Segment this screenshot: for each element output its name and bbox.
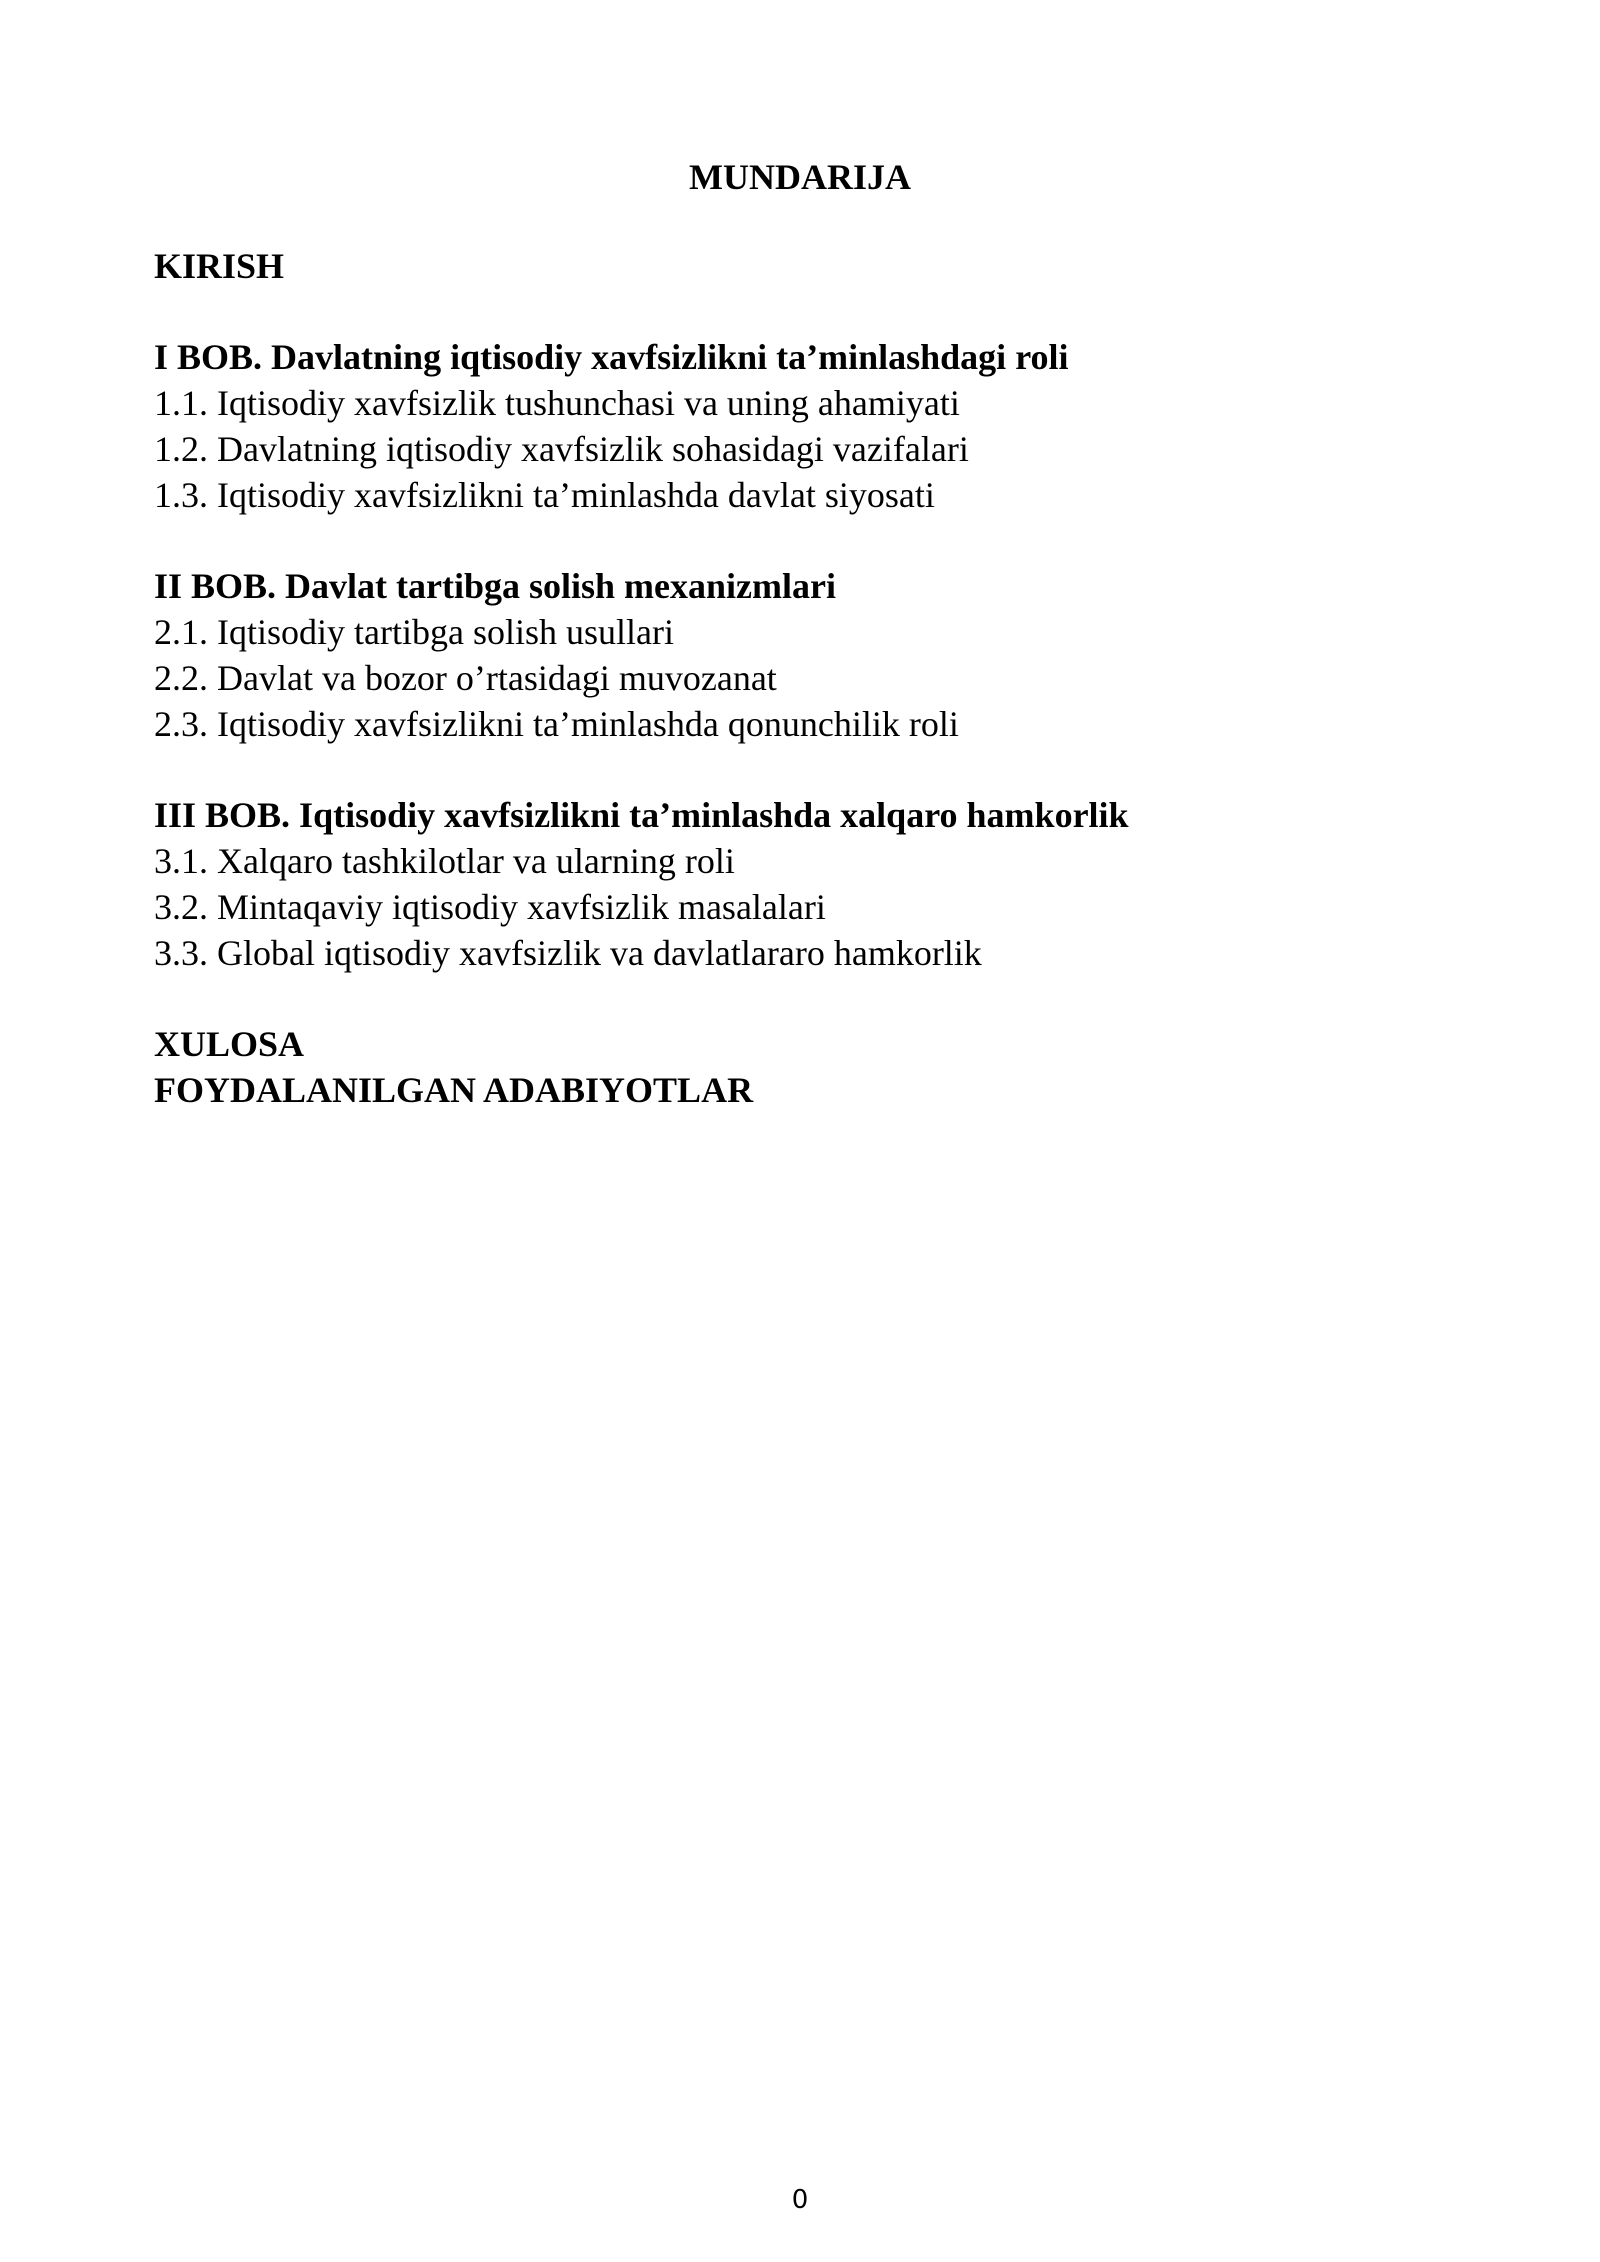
toc-section-1-2: 1.2. Davlatning iqtisodiy xavfsizlik sohasidagi vazifalari — [154, 429, 969, 469]
toc-references: FOYDALANILGAN ADABIYOTLAR — [154, 1070, 754, 1110]
page-title: MUNDARIJA — [689, 157, 911, 197]
toc-section-1-1: 1.1. Iqtisodiy xavfsizlik tushunchasi va uning ahamiyati — [154, 383, 960, 423]
toc-section-2-1: 2.1. Iqtisodiy tartibga solish usullari — [154, 612, 674, 652]
toc-conclusion: XULOSA — [154, 1024, 305, 1064]
toc-section-2-2: 2.2. Davlat va bozor o’rtasidagi muvozanat — [154, 658, 777, 698]
page-number: 0 — [791, 2185, 809, 2215]
toc-section-3-1: 3.1. Xalqaro tashkilotlar va ularning roli — [154, 841, 735, 881]
toc-section-3-3: 3.3. Global iqtisodiy xavfsizlik va davlatlararo hamkorlik — [154, 933, 982, 973]
toc-section-1-3: 1.3. Iqtisodiy xavfsizlikni ta’minlashda davlat siyosati — [154, 475, 935, 515]
toc-chapter-3-heading: III BOB. Iqtisodiy xavfsizlikni ta’minlashda xalqaro hamkorlik — [154, 795, 1129, 835]
toc-intro: KIRISH — [154, 246, 285, 286]
toc-section-3-2: 3.2. Mintaqaviy iqtisodiy xavfsizlik masalalari — [154, 887, 826, 927]
toc-chapter-1-heading: I BOB. Davlatning iqtisodiy xavfsizlikni ta’minlashdagi roli — [154, 337, 1069, 377]
toc-section-2-3: 2.3. Iqtisodiy xavfsizlikni ta’minlashda qonunchilik roli — [154, 704, 959, 744]
toc-chapter-2-heading: II BOB. Davlat tartibga solish mexanizmlari — [154, 566, 836, 606]
